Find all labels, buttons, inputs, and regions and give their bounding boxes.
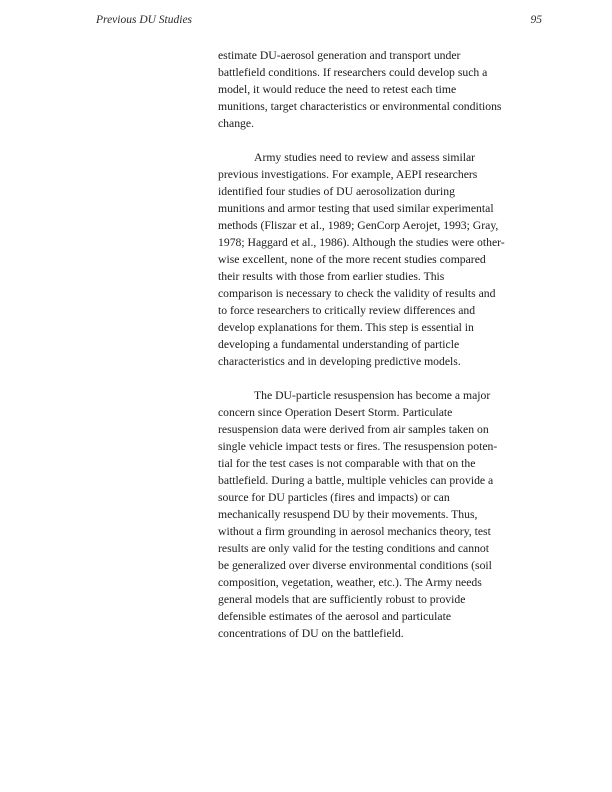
text-line: their results with those from earlier studies. This <box>218 270 445 283</box>
text-line: defensible estimates of the aerosol and particulate <box>218 610 452 623</box>
text-line: change. <box>218 117 255 130</box>
paragraph <box>218 387 536 642</box>
text-line: methods (Fliszar et al., 1989; GenCorp Aerojet, 1993; Gray, <box>218 219 499 232</box>
document-body <box>218 47 536 659</box>
text-line: general models that are sufficiently robust to provide <box>218 593 466 606</box>
text-line: resuspension data were derived from air samples taken on <box>218 423 489 436</box>
page-number: 95 <box>530 14 542 26</box>
text-line: concern since Operation Desert Storm. Particulate <box>218 406 453 419</box>
text-line: composition, vegetation, weather, etc.). The Army needs <box>218 576 482 589</box>
text-line: to force researchers to critically review differences and <box>218 304 476 317</box>
text-line: developing a fundamental understanding of particle <box>218 338 460 351</box>
text-line: wise excellent, none of the more recent studies compared <box>218 253 486 266</box>
text-line: concentrations of DU on the battlefield. <box>218 627 404 640</box>
text-line: source for DU particles (fires and impacts) or can <box>218 491 450 504</box>
text-line: 1978; Haggard et al., 1986). Although the studies were other- <box>218 236 505 249</box>
text-line: tial for the test cases is not comparable with that on the <box>218 457 476 470</box>
text-line: munitions, target characteristics or environmental conditions <box>218 100 502 113</box>
text-line: develop explanations for them. This step is essential in <box>218 321 474 334</box>
text-line: identified four studies of DU aerosolization during <box>218 185 455 198</box>
text-line: be generalized over diverse environmental conditions (soil <box>218 559 492 572</box>
text-line: single vehicle impact tests or fires. The resuspension poten- <box>218 440 498 453</box>
header-title: Previous DU Studies <box>96 14 193 26</box>
text-line: battlefield conditions. If researchers could develop such a <box>218 66 488 79</box>
text-line: comparison is necessary to check the validity of results and <box>218 287 496 300</box>
text-line: estimate DU-aerosol generation and transport under <box>218 49 461 62</box>
text-line: results are only valid for the testing conditions and cannot <box>218 542 490 555</box>
paragraph <box>218 47 536 132</box>
text-line: previous investigations. For example, AEPI researchers <box>218 168 478 181</box>
text-line: mechanically resuspend DU by their movements. Thus, <box>218 508 478 521</box>
running-header <box>96 14 542 26</box>
text-line: Army studies need to review and assess similar <box>254 151 476 164</box>
paragraph <box>218 149 536 370</box>
text-line: battlefield. During a battle, multiple vehicles can provide a <box>218 474 494 487</box>
text-line: model, it would reduce the need to retest each time <box>218 83 457 96</box>
text-line: munitions and armor testing that used similar experimental <box>218 202 494 215</box>
text-line: The DU-particle resuspension has become a major <box>254 389 491 402</box>
text-line: characteristics and in developing predictive models. <box>218 355 461 368</box>
text-line: without a firm grounding in aerosol mechanics theory, test <box>218 525 491 538</box>
